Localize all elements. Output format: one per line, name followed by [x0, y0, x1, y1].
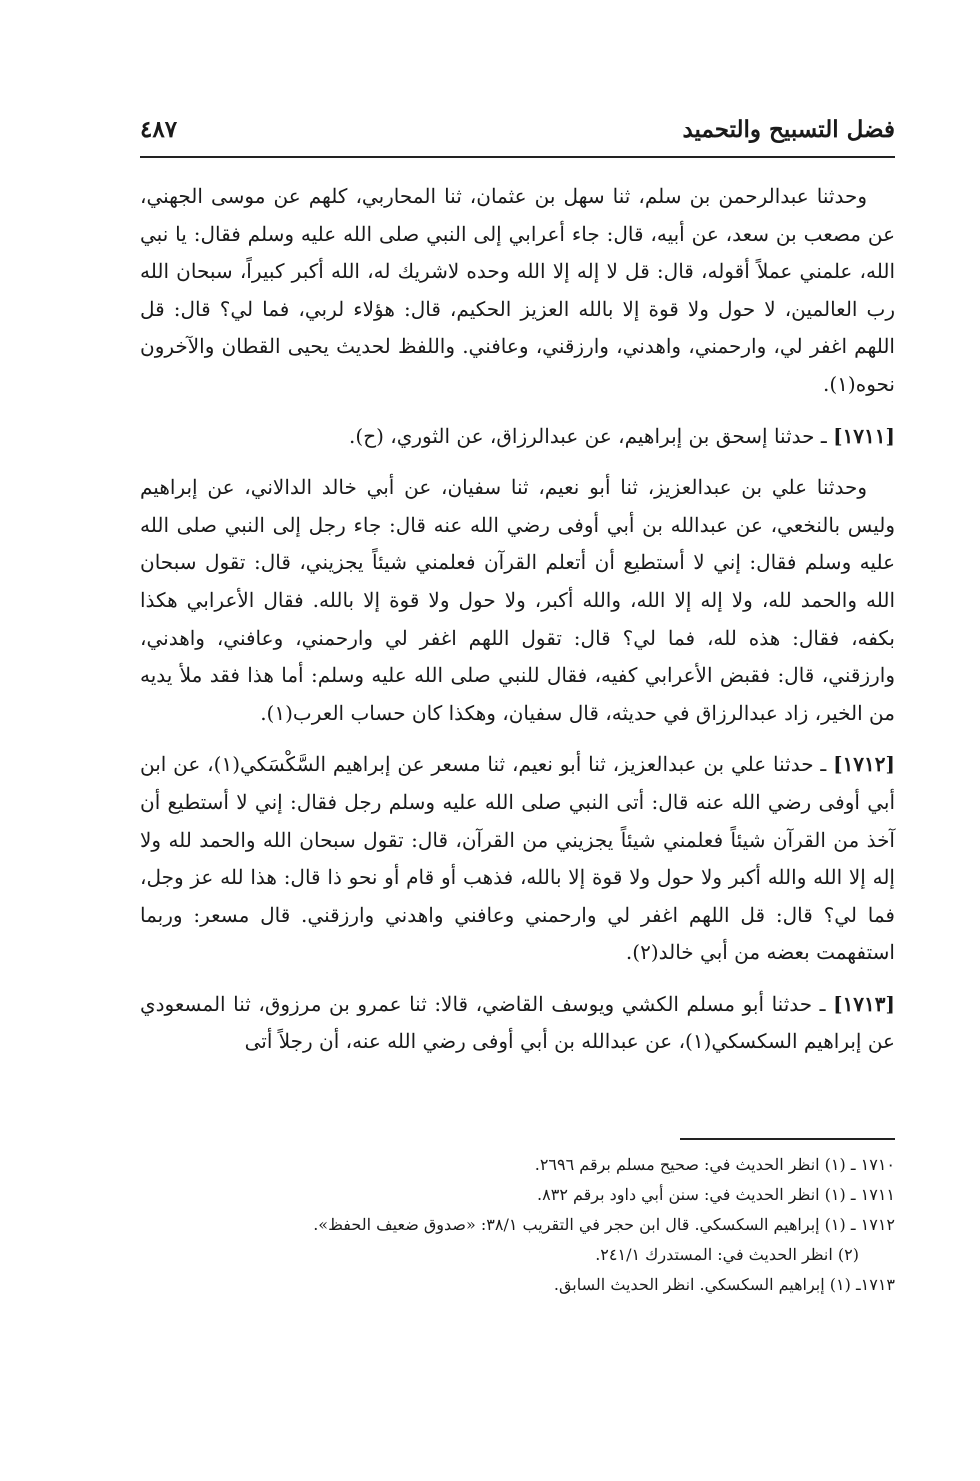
footnote: ١٧١١ ـ (١) انظر الحديث في: سنن أبي داود برقم ٨٣٢. — [537, 1185, 895, 1204]
page-header — [140, 112, 895, 152]
paragraph — [140, 418, 895, 456]
paragraph-text: ـ حدثنا إسحق بن إبراهيم، عن عبدالرزاق، عن الثوري، (ح). — [349, 423, 834, 448]
header-divider — [140, 156, 895, 158]
paragraph — [140, 746, 895, 972]
footnote: (٢) انظر الحديث في: المستدرك ٢٤١/١. — [595, 1245, 859, 1264]
hadith-number: [١٧١٢] — [833, 752, 895, 777]
footnote-divider — [680, 1138, 895, 1140]
hadith-number: [١٧١٣] — [833, 991, 895, 1016]
paragraph-text: وحدثنا علي بن عبدالعزيز، ثنا أبو نعيم، ثنا سفيان، عن أبي خالد الدالاني، عن إبراهيم وليس بالنخعي، عن عبدالله بن أبي أوفى رضي الله عنه قال: جاء رجل إلى النبي صلى الله عليه وسلم فقال: إني لا أستطيع أن أتعلم القرآن فعلمني شيئاً يجزيني، قال: تقول سبحان الله والحمد لله، ولا إله إلا الله، والله أكبر، ولا حول ولا قوة إلا بالله. فقال الأعرابي هكذا بكفه، فقال: هذه لله، فما لي؟ قال: تقول اللهم اغفر لي وارحمني، وعافني، واهدني، وارزقني، قال: فقبض الأعرابي كفيه، فقال للنبي صلى الله عليه وسلم: أما هذا فقد ملأ يديه من الخير، زاد عبدالرزاق في حديثه، قال سفيان، وهكذا كان حساب العرب(١). — [140, 475, 895, 725]
hadith-number: [١٧١١] — [833, 423, 895, 448]
page-number: ٤٨٧ — [140, 116, 178, 143]
paragraph — [140, 986, 895, 1061]
footnotes — [140, 1150, 895, 1300]
paragraph-text: ـ حدثنا علي بن عبدالعزيز، ثنا أبو نعيم، ثنا مسعر عن إبراهيم السَّكْسَكي(١)، عن ابن أبي أوفى رضي الله عنه قال: أتى النبي صلى الله عليه وسلم رجل فقال: إني لا أستطيع أن آخذ من القرآن شيئاً فعلمني شيئاً يجزيني من القرآن، قال: تقول سبحان الله والحمد لله ولا إله إلا الله والله أكبر ولا حول ولا قوة إلا بالله، فذهب أو قام أو نحو ذا قال: هذا لله عز وجل، فما لي؟ قال: قل اللهم اغفر لي وارحمني وعافني واهدني وارزقني. قال مسعر: وربما استفهمت بعضه من أبي خالد(٢). — [140, 752, 895, 965]
paragraph-text: وحدثنا عبدالرحمن بن سلم، ثنا سهل بن عثمان، ثنا المحاربي، كلهم عن موسى الجهني، عن مصعب بن سعد، عن أبيه، قال: جاء أعرابي إلى النبي صلى الله عليه وسلم فقال: يا نبي الله، علمني عملاً أقوله، قال: قل لا إله إلا الله وحده لاشريك له، الله أكبر كبيراً، سبحان الله رب العالمين، لا حول ولا قوة إلا بالله العزيز الحكيم، قال: هؤلاء لربي، فما لي؟ قال: قل اللهم اغفر لي، وارحمني، واهدني، وارزقني، وعافني. واللفظ لحديث يحيى القطان والآخرون نحوه(١). — [140, 184, 896, 396]
main-text — [140, 178, 895, 1075]
paragraph-text: ـ حدثنا أبو مسلم الكشي ويوسف القاضي، قالا: ثنا عمرو بن مرزوق، ثنا المسعودي عن إبراهيم السكسكي(١)، عن عبدالله بن أبي أوفى رضي الله عنه، أن رجلاً أتى — [140, 991, 895, 1054]
paragraph — [140, 469, 895, 732]
running-title: فضل التسبيح والتحميد — [682, 116, 895, 143]
footnote: ١٧١٢ ـ (١) إبراهيم السكسكي. قال ابن حجر في التقريب ٣٨/١: «صدوق ضعيف الحفظ». — [313, 1215, 895, 1234]
paragraph — [140, 178, 895, 404]
footnote: ١٧١٣ـ (١) إبراهيم السكسكي. انظر الحديث السابق. — [553, 1275, 895, 1294]
footnote: ١٧١٠ ـ (١) انظر الحديث في: صحيح مسلم برقم ٢٦٩٦. — [534, 1155, 895, 1174]
